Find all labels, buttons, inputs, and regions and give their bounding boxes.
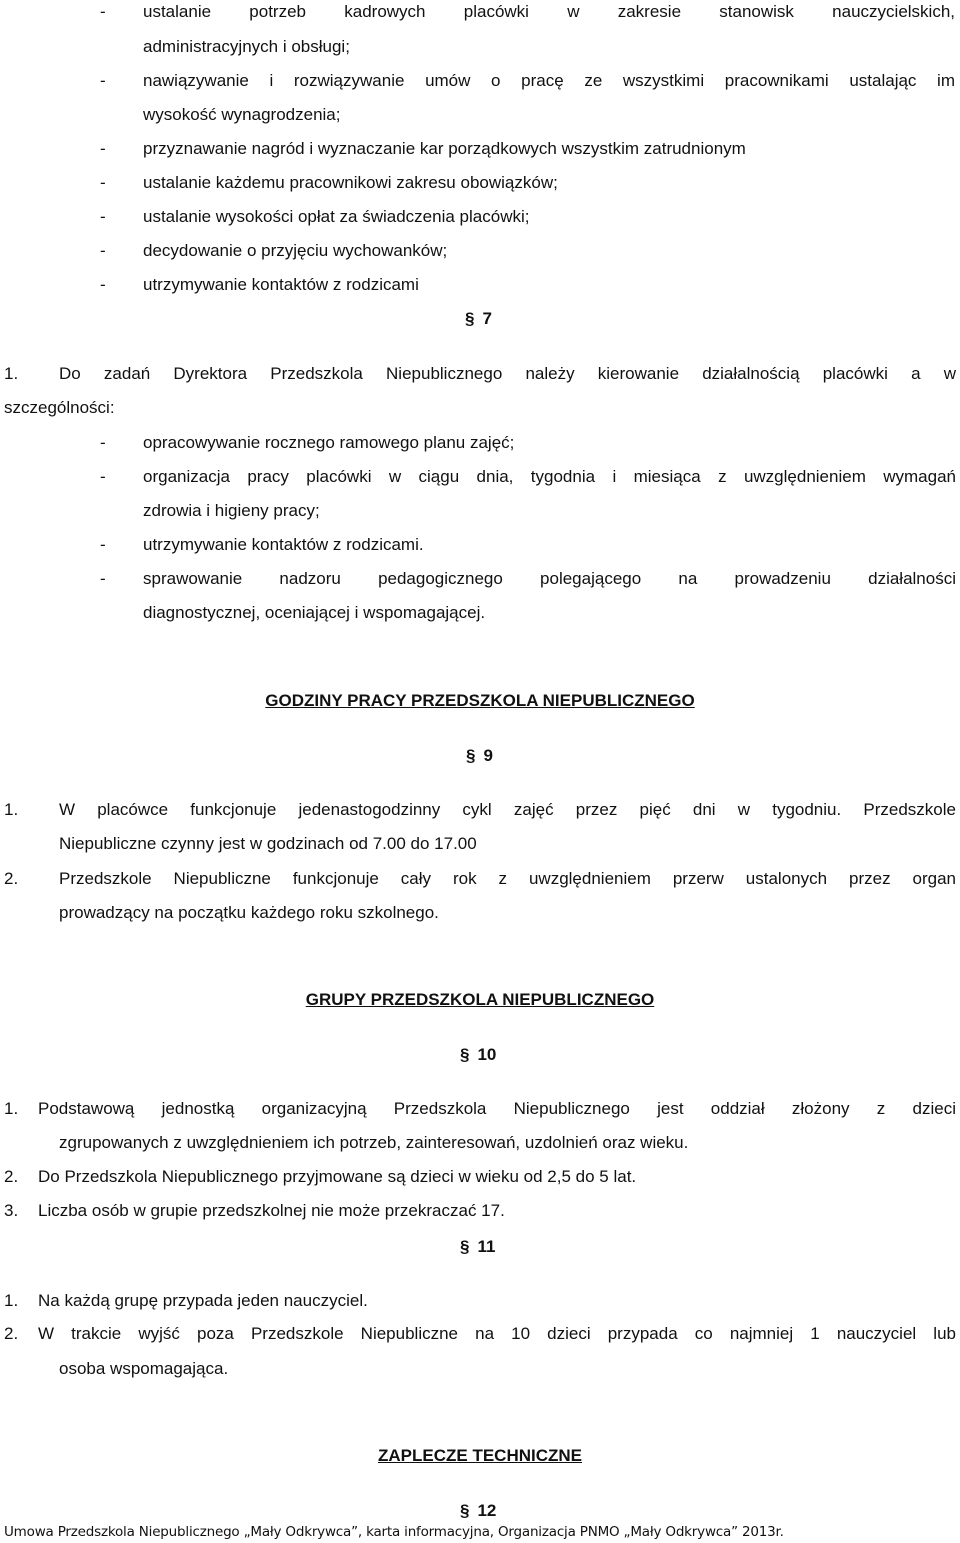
point-text: Przedszkole Niepubliczne funkcjonuje cały rok z uwzględnieniem przerw ustalonych przez organ: [59, 869, 956, 888]
paragraph-number-9: § 9: [466, 746, 493, 765]
dash: -: [100, 71, 106, 90]
list-item: utrzymywanie kontaktów z rodzicami: [143, 275, 419, 294]
list-item-cont: zdrowia i higieny pracy;: [143, 501, 320, 520]
point-text: Do Przedszkola Niepublicznego przyjmowane są dzieci w wieku od 2,5 do 5 lat.: [38, 1167, 637, 1186]
page-footer: Umowa Przedszkola Niepublicznego „Mały Odkrywca”, karta informacyjna, Organizacja PNMO „Mały Odkrywca” 2013r.: [4, 1524, 784, 1540]
paragraph-number-11: § 11: [460, 1237, 496, 1256]
list-item: utrzymywanie kontaktów z rodzicami.: [143, 535, 424, 554]
list-item: sprawowanie nadzoru pedagogicznego polegającego na prowadzeniu działalności: [143, 569, 956, 588]
point-number: 3.: [4, 1201, 19, 1220]
paragraph-number-12: § 12: [460, 1501, 497, 1520]
point-number: 2.: [4, 1167, 19, 1186]
list-item: organizacja pracy placówki w ciągu dnia, tygodnia i miesiąca z uwzględnieniem wymagań: [143, 467, 956, 486]
dash: -: [100, 569, 106, 588]
list-item-cont: wysokość wynagrodzenia;: [143, 105, 341, 124]
dash: -: [100, 173, 106, 192]
point-number: 2.: [4, 869, 19, 888]
dash: -: [100, 2, 106, 21]
point-number: 1.: [4, 1099, 19, 1118]
section-heading-groups: GRUPY PRZEDSZKOLA NIEPUBLICZNEGO: [305, 990, 655, 1009]
dash: -: [100, 467, 106, 486]
point-number: 1.: [4, 364, 19, 383]
paragraph-number-7: § 7: [465, 309, 492, 328]
list-item: decydowanie o przyjęciu wychowanków;: [143, 241, 448, 260]
point-text: Liczba osób w grupie przedszkolnej nie może przekraczać 17.: [38, 1201, 505, 1220]
list-item: opracowywanie rocznego ramowego planu zajęć;: [143, 433, 515, 452]
point-text-cont: szczególności:: [4, 398, 115, 417]
dash: -: [100, 433, 106, 452]
list-item-cont: diagnostycznej, oceniającej i wspomagającej.: [143, 603, 486, 622]
dash: -: [100, 207, 106, 226]
dash: -: [100, 535, 106, 554]
paragraph-number-10: § 10: [460, 1045, 497, 1064]
list-item: ustalanie każdemu pracownikowi zakresu obowiązków;: [143, 173, 558, 192]
section-heading-tech: ZAPLECZE TECHNICZNE: [378, 1446, 582, 1465]
point-number: 1.: [4, 800, 19, 819]
point-number: 2.: [4, 1324, 19, 1343]
point-text-cont: zgrupowanych z uwzględnieniem ich potrzeb, zainteresowań, uzdolnień oraz wieku.: [59, 1133, 689, 1152]
list-item: przyznawanie nagród i wyznaczanie kar porządkowych wszystkim zatrudnionym: [143, 139, 746, 158]
point-text: Do zadań Dyrektora Przedszkola Niepublicznego należy kierowanie działalnością placówki a w: [59, 364, 956, 383]
point-text: Na każdą grupę przypada jeden nauczyciel.: [38, 1291, 368, 1310]
section-heading-hours: GODZINY PRACY PRZEDSZKOLA NIEPUBLICZNEGO: [265, 691, 695, 710]
point-number: 1.: [4, 1291, 19, 1310]
point-text: W trakcie wyjść poza Przedszkole Niepubliczne na 10 dzieci przypada co najmniej 1 nauczyciel lub: [38, 1324, 956, 1343]
point-text: Podstawową jednostką organizacyjną Przedszkola Niepublicznego jest oddział złożony z dzieci: [38, 1099, 956, 1118]
list-item: nawiązywanie i rozwiązywanie umów o pracę ze wszystkimi pracownikami ustalając im: [143, 71, 955, 90]
point-text-cont: osoba wspomagająca.: [59, 1359, 229, 1378]
point-text: W placówce funkcjonuje jedenastogodzinny cykl zajęć przez pięć dni w tygodniu. Przedszkole: [59, 800, 956, 819]
point-text-cont: Niepubliczne czynny jest w godzinach od 7.00 do 17.00: [59, 834, 477, 853]
list-item-cont: administracyjnych i obsługi;: [143, 37, 350, 56]
point-text-cont: prowadzący na początku każdego roku szkolnego.: [59, 903, 439, 922]
dash: -: [100, 241, 106, 260]
list-item: ustalanie potrzeb kadrowych placówki w zakresie stanowisk nauczycielskich,: [143, 2, 955, 21]
dash: -: [100, 139, 106, 158]
list-item: ustalanie wysokości opłat za świadczenia placówki;: [143, 207, 530, 226]
dash: -: [100, 275, 106, 294]
